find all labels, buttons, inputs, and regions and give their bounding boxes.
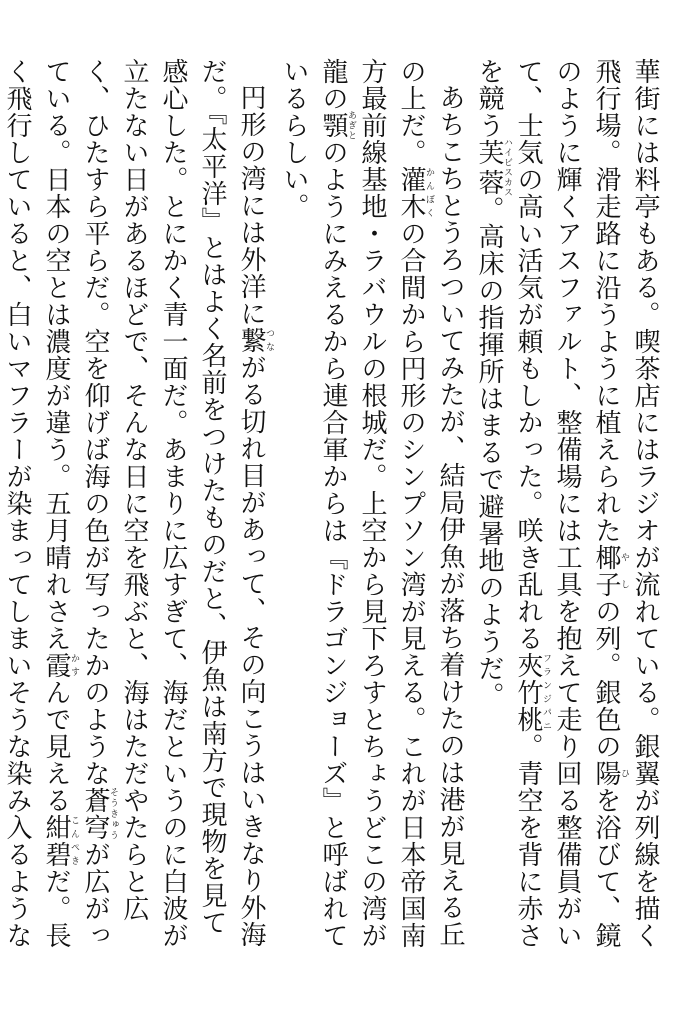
vertical-text-body [0, 58, 664, 958]
ruby-word [318, 110, 356, 141]
paragraph-3 [0, 58, 274, 958]
text-run: のようにみえるから連合軍からは『ドラゴンジョーズ』と呼ばれているらしい。 [279, 58, 348, 949]
ruby-reading: こんぺき [69, 814, 79, 868]
text-run: 。高床の指揮所はまるで避暑地のようだ。 [474, 196, 504, 709]
ruby-word [80, 787, 118, 841]
ruby-reading: そうきゅう [108, 787, 118, 841]
ruby-reading: かんぼく [424, 166, 434, 220]
ruby-word [513, 652, 551, 733]
ruby-reading: やし [619, 544, 629, 598]
text-run: の合間から円形のシンプソン湾が見える。これが日本帝国南方最前線基地・ラバウルの根城だ。上空から見下ろすとちょうどこの湾が龍の [318, 58, 426, 949]
text-run: を浴びて、鏡のように輝くアスファルト、整備場には工具を抱えて走り回る整備員がいて、士気の高い活気が頼もしかった。咲き乱れる [513, 58, 621, 949]
ruby-base: 椰子 [591, 544, 621, 598]
ruby-reading: つな [264, 327, 274, 354]
ruby-word [41, 652, 79, 679]
text-run: だ。長く飛行していると、白いマフラーが染まってしまいそうな染み入るような [2, 58, 71, 949]
text-run: んで見える [41, 679, 71, 814]
ruby-word [474, 137, 512, 198]
ruby-base: 繋 [236, 327, 266, 354]
ruby-base: 陽 [591, 760, 621, 787]
ruby-reading: ひ [619, 760, 629, 787]
ruby-word [591, 760, 629, 787]
text-run: 円形の湾には外洋に [236, 84, 266, 327]
ruby-base: 霞 [41, 652, 71, 679]
paragraph-1 [469, 58, 664, 958]
ruby-reading: あぎと [346, 110, 356, 141]
ruby-word [396, 166, 434, 220]
text-run: の列。銀色の [591, 598, 621, 760]
text-run: 。青空を背に赤さを競う [474, 58, 543, 949]
ruby-reading: かす [69, 652, 79, 679]
ruby-base: 顎 [318, 110, 348, 141]
ruby-base: 蒼穹 [80, 787, 110, 841]
text-run: 華街には料亭もある。喫茶店にはラジオが流れている。銀翼が列線を描く飛行場。滑走路に沿うように植えられた [591, 58, 660, 949]
ruby-base: 夾竹桃 [513, 652, 543, 733]
ruby-base: 灌木 [396, 166, 426, 220]
ruby-base: 紺碧 [41, 814, 71, 868]
ruby-word [41, 814, 79, 868]
text-run: がる切れ目があって、その向こうはいきなり外海だ。『太平洋』とはよく名前をつけたものだと、伊魚は南方で現物を見て感心した。とにかく青一面だ。あまりに広すぎて、海だというのに白波が立たない日があるほどで、そんな日に空を飛ぶと、海はただやたらと広く、ひたすら平らだ。空を仰げば海の色が写ったかのような [80, 58, 266, 949]
text-run: が広がっている。日本の空とは濃度が違う。五月晴れさえ [41, 58, 110, 949]
text-run: あちこちとうろついてみたが、結局伊魚が落ち着けたのは港が見える丘の上だ。 [396, 58, 465, 948]
ruby-base: 芙蓉 [474, 137, 504, 198]
paragraph-2 [274, 58, 469, 958]
ruby-word [591, 544, 629, 598]
ruby-word [236, 327, 274, 354]
ruby-reading: フランジパニ [541, 652, 551, 733]
ruby-reading: ハイビスカス [502, 137, 512, 198]
